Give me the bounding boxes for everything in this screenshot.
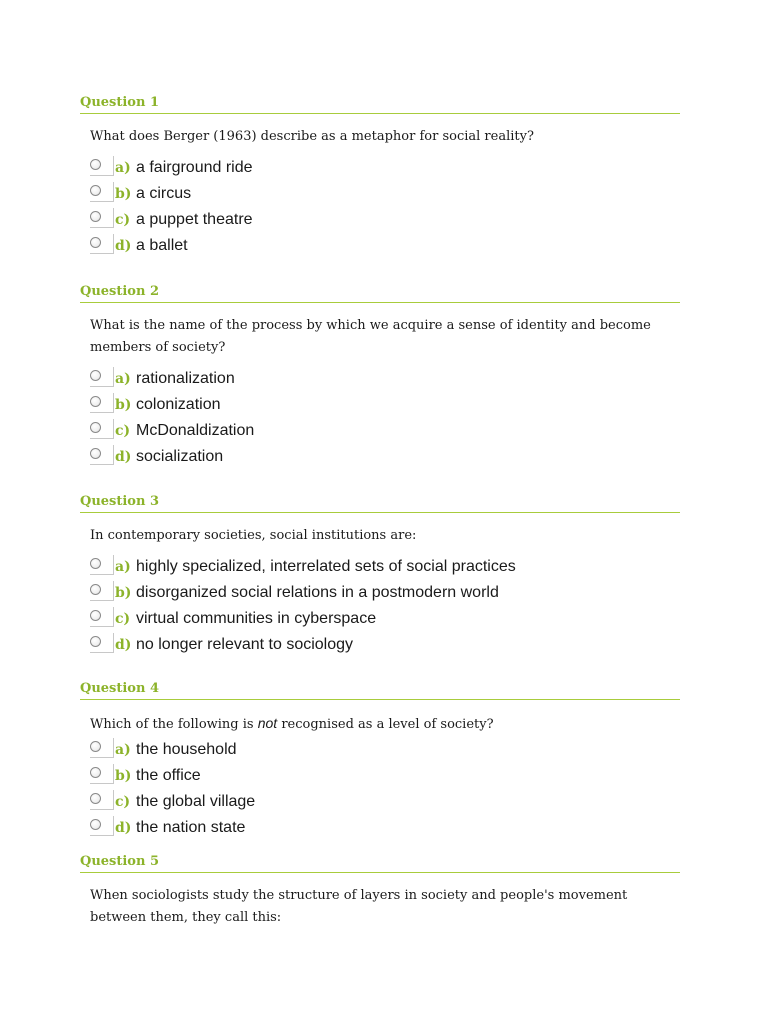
option-text: colonization <box>136 396 221 413</box>
radio-button[interactable] <box>90 159 101 170</box>
radio-button[interactable] <box>90 237 101 248</box>
radio-button[interactable] <box>90 636 101 647</box>
option-letter: d) <box>115 637 132 653</box>
question-text: What does Berger (1963) describe as a metaphor for social reality? <box>90 129 534 144</box>
question-4 <box>80 679 680 842</box>
radio-button[interactable] <box>90 448 101 459</box>
option-letter: c) <box>115 423 131 439</box>
radio-button[interactable] <box>90 185 101 196</box>
option-text: highly specialized, interrelated sets of social practices <box>136 558 516 575</box>
radio-button[interactable] <box>90 211 101 222</box>
question-text-part: recognised as a level of society? <box>277 717 494 732</box>
question-divider <box>80 872 680 873</box>
question-heading: Question 4 <box>80 681 160 696</box>
question-divider <box>80 512 680 513</box>
radio-button[interactable] <box>90 741 101 752</box>
answer-option-c[interactable] <box>90 419 680 445</box>
option-text: virtual communities in cyberspace <box>136 610 377 627</box>
question-text <box>90 712 670 736</box>
answer-option-b[interactable] <box>90 182 680 208</box>
option-text: rationalization <box>136 370 235 387</box>
option-letter: a) <box>115 160 131 176</box>
option-text: no longer relevant to sociology <box>136 636 354 653</box>
option-text: a puppet theatre <box>136 211 253 228</box>
answer-options <box>90 156 680 260</box>
question-text: What is the name of the process by which we acquire a sense of identity and become members of society? <box>90 318 651 355</box>
option-text: a ballet <box>136 237 188 254</box>
question-heading: Question 5 <box>80 854 160 869</box>
option-text: socialization <box>136 448 224 465</box>
radio-button[interactable] <box>90 396 101 407</box>
option-text: the household <box>136 741 237 758</box>
question-divider <box>80 699 680 700</box>
answer-option-a[interactable] <box>90 156 680 182</box>
option-letter: d) <box>115 238 132 254</box>
option-letter: b) <box>115 585 132 601</box>
answer-option-c[interactable] <box>90 790 680 816</box>
radio-button[interactable] <box>90 819 101 830</box>
option-letter: a) <box>115 742 131 758</box>
answer-option-d[interactable] <box>90 445 680 471</box>
question-5 <box>80 852 680 929</box>
question-heading: Question 2 <box>80 284 160 299</box>
option-letter: a) <box>115 559 131 575</box>
radio-button[interactable] <box>90 610 101 621</box>
answer-option-c[interactable] <box>90 607 680 633</box>
question-divider <box>80 113 680 114</box>
answer-option-c[interactable] <box>90 208 680 234</box>
answer-option-d[interactable] <box>90 816 680 842</box>
question-text-part: Which of the following is <box>90 717 258 732</box>
answer-option-b[interactable] <box>90 393 680 419</box>
radio-button[interactable] <box>90 793 101 804</box>
question-text: When sociologists study the structure of layers in society and people's movement between them, they call this: <box>90 888 628 925</box>
radio-button[interactable] <box>90 767 101 778</box>
question-heading: Question 3 <box>80 494 160 509</box>
option-letter: d) <box>115 820 132 836</box>
answer-options <box>90 367 680 471</box>
question-divider <box>80 302 680 303</box>
answer-option-b[interactable] <box>90 581 680 607</box>
option-letter: d) <box>115 449 132 465</box>
option-letter: c) <box>115 611 131 627</box>
question-heading: Question 1 <box>80 95 160 110</box>
option-text: the global village <box>136 793 256 810</box>
option-text: the nation state <box>136 819 246 836</box>
option-letter: b) <box>115 397 132 413</box>
answer-option-a[interactable] <box>90 555 680 581</box>
question-3 <box>80 492 680 659</box>
option-letter: c) <box>115 794 131 810</box>
option-letter: a) <box>115 371 131 387</box>
answer-option-d[interactable] <box>90 633 680 659</box>
option-letter: b) <box>115 768 132 784</box>
question-2 <box>80 282 680 471</box>
question-text-emphasis: not <box>257 715 278 731</box>
option-letter: c) <box>115 212 131 228</box>
option-letter: b) <box>115 186 132 202</box>
question-text: In contemporary societies, social institutions are: <box>90 528 417 543</box>
option-text: the office <box>136 767 201 784</box>
option-text: McDonaldization <box>136 422 255 439</box>
option-text: a fairground ride <box>136 159 253 176</box>
answer-option-a[interactable] <box>90 367 680 393</box>
option-text: a circus <box>136 185 192 202</box>
radio-button[interactable] <box>90 558 101 569</box>
answer-options <box>90 738 680 842</box>
answer-options <box>90 555 680 659</box>
answer-option-a[interactable] <box>90 738 680 764</box>
answer-option-b[interactable] <box>90 764 680 790</box>
question-1 <box>80 93 680 260</box>
radio-button[interactable] <box>90 370 101 381</box>
option-text: disorganized social relations in a postmodern world <box>136 584 499 601</box>
radio-button[interactable] <box>90 422 101 433</box>
answer-option-d[interactable] <box>90 234 680 260</box>
radio-button[interactable] <box>90 584 101 595</box>
